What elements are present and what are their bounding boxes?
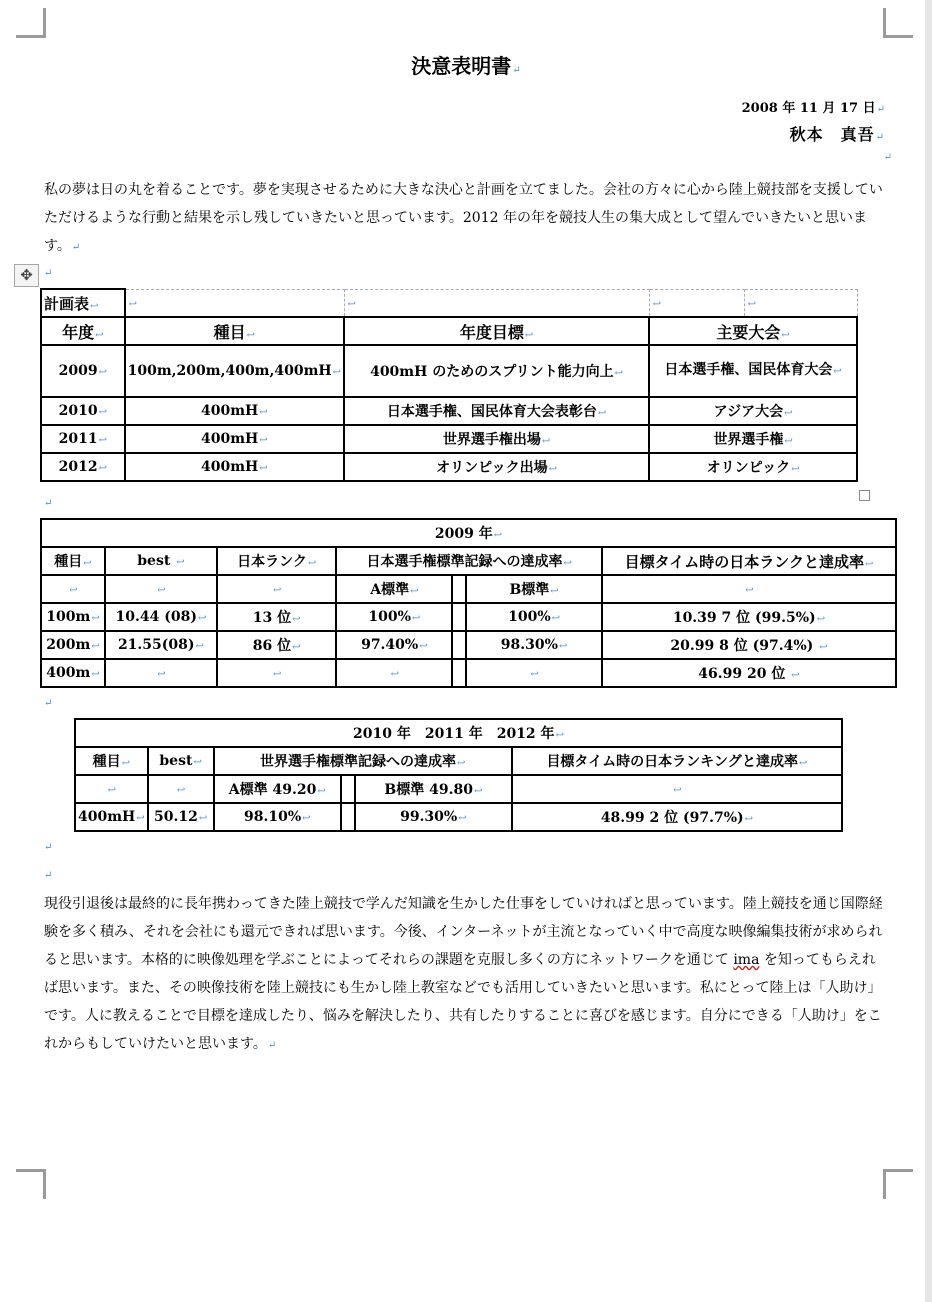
paragraph-mark-icon: ↵ [44, 870, 53, 881]
paragraph-mark-icon: ↵ [876, 104, 885, 115]
cell-mark-icon: ↩ [128, 298, 138, 310]
cell-mark-icon: ↩ [347, 298, 356, 310]
cell-mark-icon: ↩ [272, 585, 282, 596]
table-cell[interactable]: 10.44 (08)↩ [105, 603, 217, 631]
table-resize-handle[interactable] [859, 490, 870, 501]
table-title-row [75, 719, 842, 747]
table-cell[interactable]: 48.99 2 位 (97.7%)↩ [512, 803, 842, 831]
header-cell[interactable]: 目標タイム時の日本ランクと達成率↩ [602, 547, 896, 575]
cell-mark-icon: ↩ [98, 407, 107, 418]
table-cell[interactable]: 98.30%↩ [466, 631, 602, 659]
header-cell[interactable]: 主要大会↩ [649, 317, 857, 345]
paragraph-mark-icon: ↵ [44, 268, 53, 279]
cell-mark-icon: ↩ [473, 786, 483, 797]
cell-mark-icon: ↩ [98, 367, 107, 378]
paragraph-mark-icon: ↵ [883, 152, 892, 163]
table-cell[interactable] [744, 289, 857, 317]
table-2010-2012 [74, 718, 843, 832]
cell-mark-icon: ↩ [98, 463, 107, 474]
table-cell[interactable]: 世界選手権出場↩ [344, 425, 649, 453]
table-cell[interactable]: 世界選手権↩ [649, 425, 857, 453]
header-cell[interactable]: 種目↩ [75, 747, 148, 775]
paragraph-mark-icon: ↵ [71, 242, 81, 253]
cell-mark-icon: ↩ [91, 669, 100, 680]
cell-mark-icon: ↩ [91, 613, 100, 624]
cell-mark-icon: ↩ [864, 558, 874, 570]
paragraph-mark-icon: ↵ [44, 498, 53, 509]
cell-mark-icon: ↩ [747, 298, 757, 310]
table-title[interactable]: 2009 年↩ [41, 519, 896, 547]
cell-mark-icon: ↩ [272, 669, 282, 680]
subheader-cell[interactable]: A標準 49.20↩ [214, 775, 341, 803]
cell-mark-icon: ↩ [90, 300, 99, 312]
document-date[interactable]: 2008 年 11 月 17 日↵ [741, 101, 885, 116]
table-title[interactable]: 2010 年 2011 年 2012 年↩ [75, 719, 842, 747]
paragraph-mark-icon: ↵ [875, 132, 885, 143]
cell-mark-icon: ↩ [91, 641, 100, 652]
cell-mark-icon: ↩ [614, 368, 624, 379]
table-cell[interactable]: 100m,200m,400m,400mH↩ [125, 345, 344, 397]
table-cell[interactable]: 21.55(08)↩ [105, 631, 217, 659]
cell-mark-icon: ↩ [541, 436, 551, 447]
table-2009 [40, 518, 897, 688]
table-title-row [41, 519, 896, 547]
table-cell[interactable]: 日本選手権、国民体育大会↩ [649, 345, 857, 397]
cell-mark-icon: ↩ [98, 435, 107, 446]
cell-mark-icon: ↩ [744, 814, 754, 825]
crop-mark-top-right [883, 8, 913, 38]
table-cell[interactable] [512, 775, 842, 803]
table-row [41, 453, 857, 481]
cell-mark-icon: ↩ [195, 641, 204, 652]
cell-mark-icon: ↩ [550, 586, 559, 597]
header-cell[interactable]: 年度目標↩ [344, 317, 649, 345]
paragraph-mark-icon: ↵ [44, 842, 53, 853]
cell-mark-icon: ↩ [302, 813, 311, 824]
table-move-handle-icon[interactable]: ✥ [14, 264, 39, 287]
table-cell[interactable]: 86 位↩ [217, 631, 337, 659]
closing-paragraph[interactable]: 現役引退後は最終的に長年携わってきた陸上競技で学んだ知識を生かした仕事をしていければと思っています。陸上競技を通じ国際経験を多く積み、それを会社にも還元できれば思います。今後、インターネットが主流となっていく中で高度な映像編集技術が求められると思います。本格的に映像処理を学ぶことによってそれらの課題を克服し多くの方にネットワークを通じて ima を知ってもらえれば思います。また、その映像技術を陸上競技にも生かし陸上教室などでも活用していきたいと思います。私にとって陸上は「人助け」です。人に教えることで目標を達成したり、悩みを解決したり、共有したりすることに喜びを感じます。自分にできる「人助け」をこれからもしていけたいと思います。↵ [44, 896, 883, 1052]
table-cell[interactable]: 計画表↩ [41, 289, 125, 317]
cell-mark-icon: ↩ [551, 613, 561, 624]
document-title[interactable]: 決意表明書↵ [411, 54, 521, 78]
cell-mark-icon: ↩ [292, 642, 301, 653]
cell-mark-icon: ↩ [197, 613, 207, 624]
table-row [75, 803, 842, 831]
table-row [41, 631, 896, 659]
table-cell[interactable] [452, 631, 466, 659]
table-cell[interactable] [105, 659, 217, 687]
table-cell[interactable]: 100%↩ [466, 603, 602, 631]
table-cell[interactable]: オリンピック出場↩ [344, 453, 649, 481]
table-cell[interactable]: 400mH↩ [75, 803, 148, 831]
table-cell[interactable]: 400mH↩ [125, 453, 344, 481]
table-cell[interactable]: 97.40%↩ [336, 631, 452, 659]
cell-mark-icon: ↩ [457, 758, 466, 769]
plan-table [40, 288, 858, 482]
table-cell[interactable]: 20.99 8 位 (97.4%) ↩ [602, 631, 896, 659]
table-row [41, 425, 857, 453]
cell-mark-icon: ↩ [558, 641, 568, 652]
table-cell[interactable]: 13 位↩ [217, 603, 337, 631]
paragraph-mark-icon: ↵ [267, 1040, 277, 1051]
cell-mark-icon: ↩ [833, 366, 842, 377]
table-cell[interactable] [452, 575, 466, 603]
table-row [41, 659, 896, 687]
cell-mark-icon: ↩ [819, 642, 828, 653]
table-cell[interactable]: 2012↩ [41, 453, 125, 481]
subheader-cell[interactable]: A標準↩ [336, 575, 452, 603]
cell-mark-icon: ↩ [83, 558, 92, 569]
cell-mark-icon: ↩ [799, 758, 808, 769]
table-cell[interactable] [75, 775, 148, 803]
cell-mark-icon: ↩ [390, 669, 400, 680]
subheader-cell[interactable]: B標準↩ [466, 575, 602, 603]
paragraph-mark-icon: ↵ [44, 698, 53, 709]
paragraph-mark-icon: ↵ [512, 65, 521, 76]
cell-mark-icon: ↩ [69, 585, 78, 596]
table-cell[interactable] [452, 603, 466, 631]
table-cell[interactable] [341, 775, 355, 803]
header-cell[interactable]: 目標タイム時の日本ランキングと達成率↩ [512, 747, 842, 775]
cell-mark-icon: ↩ [259, 463, 268, 474]
table-cell[interactable] [217, 659, 337, 687]
cell-mark-icon: ↩ [493, 530, 503, 541]
table-row [41, 397, 857, 425]
table-header-row [41, 317, 857, 345]
table-cell[interactable] [649, 289, 744, 317]
cell-mark-icon: ↩ [411, 613, 421, 624]
cell-mark-icon: ↩ [673, 785, 682, 796]
cell-mark-icon: ↩ [193, 757, 202, 768]
table-cell[interactable]: 400mH のためのスプリント能力向上↩ [344, 345, 649, 397]
table-header-row [75, 747, 842, 775]
cell-mark-icon: ↩ [157, 669, 166, 680]
table-cell[interactable]: 46.99 20 位 ↩ [602, 659, 896, 687]
table-cell[interactable]: 400mH↩ [125, 425, 344, 453]
table-cell[interactable]: 2011↩ [41, 425, 125, 453]
cell-mark-icon: ↩ [555, 730, 564, 741]
cell-mark-icon: ↩ [791, 670, 800, 681]
cell-mark-icon: ↩ [121, 758, 131, 769]
cell-mark-icon: ↩ [259, 407, 268, 418]
table-cell[interactable] [148, 775, 214, 803]
table-cell[interactable] [466, 659, 602, 687]
cell-mark-icon: ↩ [816, 614, 826, 625]
spelling-error[interactable]: ima [733, 952, 760, 968]
crop-mark-top-left [16, 8, 46, 38]
table-cell[interactable] [125, 289, 344, 317]
cell-mark-icon: ↩ [419, 641, 428, 652]
table-cell[interactable]: 100%↩ [336, 603, 452, 631]
table-cell[interactable]: 2010↩ [41, 397, 125, 425]
table-cell[interactable]: アジア大会↩ [649, 397, 857, 425]
cell-mark-icon: ↩ [791, 464, 800, 475]
header-cell[interactable]: 種目↩ [41, 547, 105, 575]
cell-mark-icon: ↩ [317, 786, 326, 797]
cell-mark-icon: ↩ [597, 408, 607, 419]
table-cell[interactable]: 99.30%↩ [355, 803, 512, 831]
header-cell[interactable]: best↩ [148, 747, 214, 775]
cell-mark-icon: ↩ [530, 669, 539, 680]
table-subheader-row [75, 775, 842, 803]
cell-mark-icon: ↩ [781, 329, 790, 341]
header-cell[interactable]: 日本ランク↩ [217, 547, 337, 575]
table-cell[interactable] [344, 289, 649, 317]
table-cell[interactable]: 400m↩ [41, 659, 105, 687]
table-cell[interactable] [105, 575, 217, 603]
intro-paragraph[interactable]: 私の夢は日の丸を着ることです。夢を実現させるために大きな決心と計画を立てました。会社の方々に心から陸上競技部を支援していただけるような行動と結果を示し残していきたいと思っています。2012 年の年を競技人生の集大成として望んでいきたいと思います。↵ [44, 182, 883, 254]
header-cell[interactable]: 世界選手権標準記録への達成率↩ [214, 747, 512, 775]
cell-mark-icon: ↩ [95, 329, 104, 341]
crop-mark-bottom-right [883, 1169, 913, 1199]
table-cell[interactable]: 400mH↩ [125, 397, 344, 425]
cell-mark-icon: ↩ [563, 558, 572, 569]
header-cell[interactable]: 日本選手権標準記録への達成率↩ [336, 547, 601, 575]
document-author[interactable]: 秋本 真吾↵ [789, 125, 885, 144]
table-cell[interactable]: 100m↩ [41, 603, 105, 631]
cell-mark-icon: ↩ [524, 329, 534, 341]
cell-mark-icon: ↩ [107, 785, 117, 796]
table-cell[interactable] [41, 575, 105, 603]
crop-mark-bottom-left [16, 1169, 46, 1199]
cell-mark-icon: ↩ [246, 329, 256, 341]
cell-mark-icon: ↩ [157, 585, 166, 596]
table-cell[interactable]: オリンピック↩ [649, 453, 857, 481]
header-cell[interactable]: 種目↩ [125, 317, 344, 345]
cell-mark-icon: ↩ [259, 435, 268, 446]
table-cell[interactable]: 2009↩ [41, 345, 125, 397]
table-cell[interactable] [336, 659, 452, 687]
cell-mark-icon: ↩ [784, 408, 793, 419]
header-cell[interactable]: best ↩ [105, 547, 217, 575]
table-cell[interactable] [452, 659, 466, 687]
cell-mark-icon: ↩ [332, 367, 342, 378]
table-cell[interactable]: 98.10%↩ [214, 803, 341, 831]
table-row [41, 603, 896, 631]
cell-mark-icon: ↩ [292, 614, 301, 625]
cell-mark-icon: ↩ [410, 586, 419, 597]
table-cell[interactable] [217, 575, 337, 603]
subheader-cell[interactable]: B標準 49.80↩ [355, 775, 512, 803]
cell-mark-icon: ↩ [652, 298, 661, 310]
header-cell[interactable]: 年度↩ [41, 317, 125, 345]
cell-mark-icon: ↩ [176, 785, 186, 796]
table-cell[interactable]: 50.12↩ [148, 803, 214, 831]
table-cell[interactable]: 日本選手権、国民体育大会表彰台↩ [344, 397, 649, 425]
cell-mark-icon: ↩ [548, 464, 557, 475]
page-shadow [925, 0, 932, 1302]
table-cell[interactable]: 10.39 7 位 (99.5%)↩ [602, 603, 896, 631]
table-subheader-row [41, 575, 896, 603]
table-row [41, 289, 857, 317]
cell-mark-icon: ↩ [458, 813, 467, 824]
table-row [41, 345, 857, 397]
cell-mark-icon: ↩ [307, 558, 317, 569]
table-cell[interactable]: 200m↩ [41, 631, 105, 659]
table-header-row [41, 547, 896, 575]
cell-mark-icon: ↩ [198, 813, 208, 824]
cell-mark-icon: ↩ [136, 813, 145, 824]
table-cell[interactable] [341, 803, 355, 831]
cell-mark-icon: ↩ [745, 585, 754, 596]
cell-mark-icon: ↩ [176, 557, 185, 568]
table-cell[interactable] [602, 575, 896, 603]
cell-mark-icon: ↩ [784, 436, 793, 447]
